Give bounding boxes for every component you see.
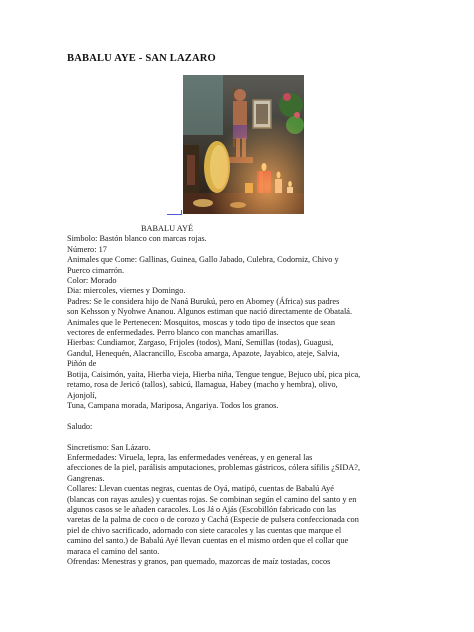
document-title: BABALU AYE - SAN LAZARO	[67, 53, 216, 64]
text-line: Botija, Caisimón, yaíta, Hierba vieja, Hierba niña, Tengue tengue, Bejuco ubí, pica pica,	[67, 369, 361, 379]
text-line: Animales que Come: Gallinas, Guinea, Gallo Jabado, Culebra, Codorniz, Chivo y	[67, 255, 339, 265]
text-line: Saludo:	[67, 421, 93, 431]
text-line: Animales que le Pertenecen: Mosquitos, moscas y todo tipo de insectos que sean	[67, 317, 335, 327]
text-line: afecciones de la piel, parálisis amputaciones, problemas gástricos, cólera sífilis ¿SIDA?,	[67, 463, 361, 473]
text-line: Color: Morado	[67, 276, 117, 286]
text-line: Gandul, Henequén, Alacrancillo, Escoba amarga, Apazote, Jayabico, ateje, Salvia,	[67, 348, 340, 358]
text-line: Simbolo: Bastón blanco con marcas rojas.	[67, 234, 207, 244]
altar-photo-image	[183, 75, 304, 214]
document-body	[67, 224, 412, 567]
text-line: varetas de la palma de coco o de corozo y Cachá (Especie de pulsera confeccionada con	[67, 515, 359, 525]
text-line: Padres: Se le considera hijo de Naná Burukú, pero en Abomey (África) sus padres	[67, 296, 340, 306]
text-line: Collares: Llevan cuentas negras, cuentas de Oyá, matipó, cuentas de Babalú Ayé	[67, 484, 334, 494]
text-line: Ofrendas: Menestras y granos, pan quemado, mazorcas de maíz tostadas, cocos	[67, 556, 331, 566]
altar-photo	[183, 75, 304, 214]
text-line: Sincretismo: San Lázaro.	[67, 442, 151, 452]
text-line: Número: 17	[67, 244, 107, 254]
blank-line	[67, 432, 412, 442]
text-line: Tuna, Campana morada, Mariposa, Angariya. Todos los granos.	[67, 400, 279, 410]
text-line: Gangrenas.	[67, 473, 105, 483]
text-line: maraca el camino del santo.	[67, 546, 160, 556]
text-line: algunos casos se le añaden caracoles. Los Já o Ajás (Escobillón fabricado con las	[67, 504, 337, 514]
text-line: Ajonjolí,	[67, 390, 97, 400]
image-link-underline	[167, 214, 181, 215]
text-line: Hierbas: Cundiamor, Zargaso, Frijoles (todos), Maní, Semillas (todas), Guagusi,	[67, 338, 334, 348]
section-heading: BABALU AYÉ	[141, 224, 194, 233]
text-line: piel de chivo sacrificado, adornado con siete caracoles y las cuentas que marque el	[67, 525, 342, 535]
text-line: Dia: miercoles, viernes y Domingo.	[67, 286, 186, 296]
text-line: Piñón de	[67, 359, 97, 369]
text-line: (blancas con rayas azules) y cuentas rojas. Se combinan según el camino del santo y en	[67, 494, 357, 504]
blank-line	[67, 411, 412, 421]
text-line: son Kehsson y Nyohwe Ananou. Algunos estiman que nació directamente de Obatalá.	[67, 307, 353, 317]
image-link-caret	[181, 210, 182, 215]
text-line: Enfermedades: Viruela, lepra, las enfermedades venéreas, y en general las	[67, 452, 313, 462]
text-line: retamo, rosa de Jericó (tallos), sabicú, Ilamagua, Habey (macho y hembra), olivo,	[67, 380, 338, 390]
text-line: camino del santo.) de Babalú Ayé llevan cuentas en el mismo orden que el collar que	[67, 536, 349, 546]
text-line: vectores de enfermedades. Perro blanco con manchas amarillas.	[67, 328, 279, 338]
text-line: Puerco cimarrón.	[67, 265, 125, 275]
